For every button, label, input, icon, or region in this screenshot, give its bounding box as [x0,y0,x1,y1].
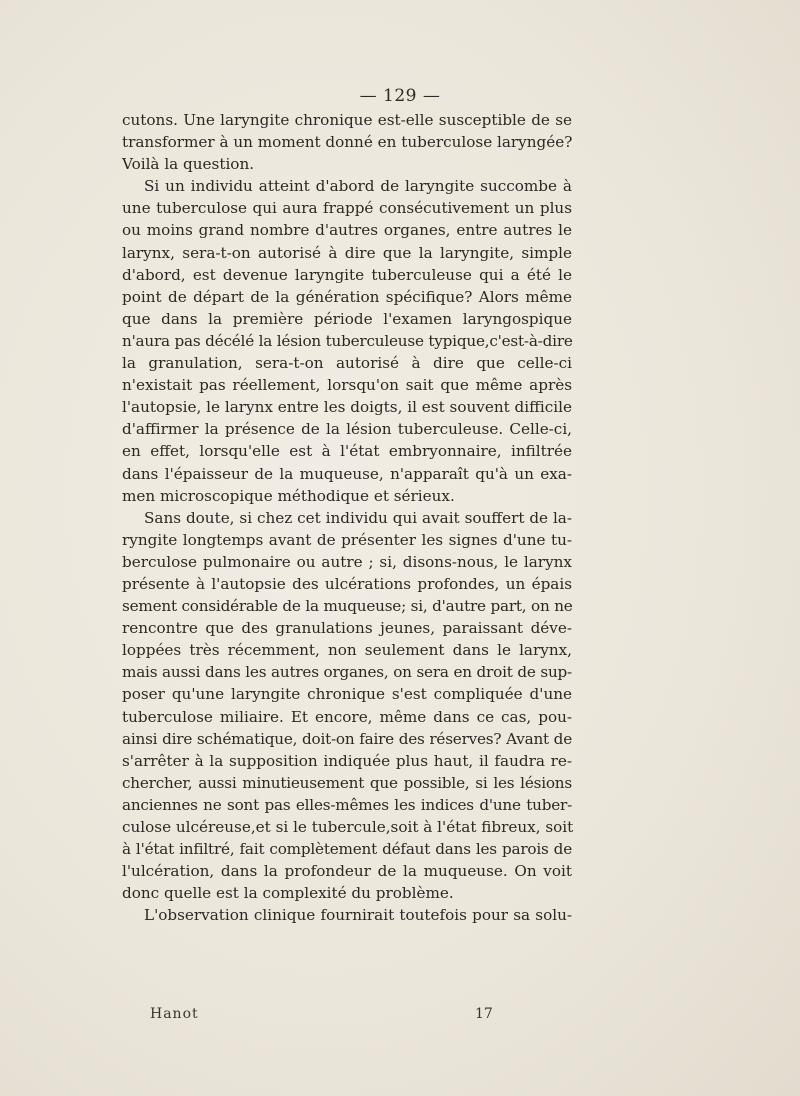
text-line: une tuberculose qui aura frappé consécutivement un plus [122,199,572,218]
text-line: chercher, aussi minutieusement que possible, si les lésions [122,773,572,792]
text-line: cutons. Une laryngite chronique est-elle susceptible de se [122,111,572,129]
text-line: Voilà la question. [122,155,255,174]
text-line: l'autopsie, le larynx entre les doigts, il est souvent difficile [122,398,572,417]
text-line: à l'état infiltré, fait complètement défaut dans les parois de [122,840,572,859]
text-line: berculose pulmonaire ou autre ; si, disons-nous, le larynx [122,552,572,571]
text-line: transformer à un moment donné en tuberculose laryngée? [122,133,573,152]
text-line: l'ulcération, dans la profondeur de la muqueuse. On voit [122,862,572,881]
text-line: ou moins grand nombre d'autres organes, entre autres le [122,221,572,240]
text-line: sement considérable de la muqueuse; si, d'autre part, on ne [122,597,573,616]
text-line: mais aussi dans les autres organes, on sera en droit de sup- [122,663,572,682]
text-line: L'observation clinique fournirait toutefois pour sa solu- [144,906,572,925]
page-number: — 129 — [359,86,441,106]
footer-signature-mark: 17 [475,1006,493,1022]
page-footer [150,1006,520,1026]
text-line: ryngite longtemps avant de présenter les signes d'une tu- [122,530,572,549]
text-line: anciennes ne sont pas elles-mêmes les indices d'une tuber- [122,795,572,814]
text-line: poser qu'une laryngite chronique s'est compliquée d'une [122,685,572,704]
text-line: Sans doute, si chez cet individu qui avait souffert de la- [144,508,572,527]
text-line: men microscopique méthodique et sérieux. [122,486,455,505]
text-line: point de départ de la génération spécifique? Alors même [122,287,572,306]
text-line: ainsi dire schématique, doit-on faire des réserves? Avant de [122,729,572,748]
text-line: loppées très récemment, non seulement dans le larynx, [122,641,572,660]
text-line: n'existait pas réellement, lorsqu'on sait que même après [122,376,572,395]
text-line: d'affirmer la présence de la lésion tuberculeuse. Celle-ci, [122,420,572,439]
text-line: d'abord, est devenue laryngite tuberculeuse qui a été le [122,265,572,284]
footer-author: Hanot [150,1006,199,1022]
text-line: la granulation, sera-t-on autorisé à dire que celle-ci [122,354,572,373]
text-line: Si un individu atteint d'abord de laryngite succombe à [144,177,572,196]
text-line: que dans la première période l'examen laryngospique [122,309,572,328]
text-line: larynx, sera-t-on autorisé à dire que la laryngite, simple [122,243,572,262]
text-line: en effet, lorsqu'elle est à l'état embryonnaire, infiltrée [122,442,572,461]
text-line: rencontre que des granulations jeunes, paraissant déve- [122,619,572,638]
text-line: tuberculose miliaire. Et encore, même dans ce cas, pou- [122,707,572,726]
text-line: donc quelle est la complexité du problème. [122,884,454,903]
text-line: présente à l'autopsie des ulcérations profondes, un épais [122,574,572,593]
body-text [122,109,572,926]
text-line: dans l'épaisseur de la muqueuse, n'apparaît qu'à un exa- [122,464,572,483]
text-line: n'aura pas décélé la lésion tuberculeuse typique,c'est-à-dire [122,331,573,350]
text-line: s'arrêter à la supposition indiquée plus haut, il faudra re- [122,751,572,770]
text-line: culose ulcéreuse,et si le tubercule,soit à l'état fibreux, soit [122,818,574,836]
